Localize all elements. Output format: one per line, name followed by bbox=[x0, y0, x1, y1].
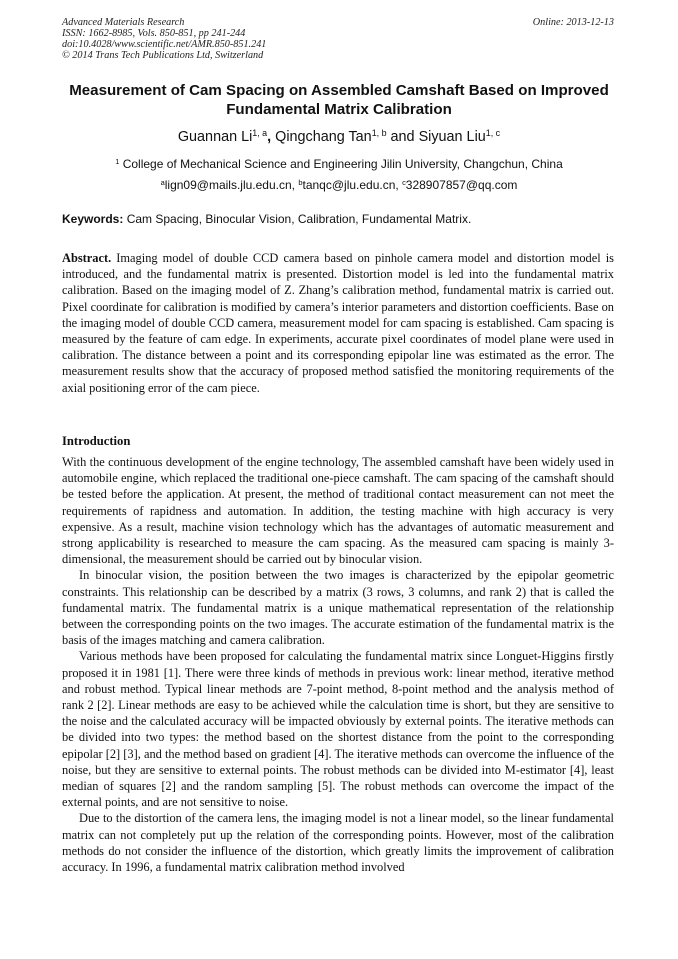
paragraph: Due to the distortion of the camera lens, the imaging model is not a linear model, so the linear fundamental matrix can not completely put up the relation of the corresponding points. However, most of the calibration methods do not consider the influence of the distortion, which greatly limits the improvement of calibration accuracy. In 1996, a fundamental matrix calibration method involved bbox=[62, 811, 614, 875]
affiliation-text: College of Mechanical Science and Engineering Jilin University, Changchun, China bbox=[119, 157, 563, 171]
author-affil-mark: 1, a bbox=[252, 128, 268, 139]
author-affil-mark: 1, c bbox=[485, 128, 501, 139]
email-address: tanqc@jlu.edu.cn, bbox=[302, 178, 403, 192]
author-name: Guannan Li bbox=[177, 129, 253, 145]
paragraph: Various methods have been proposed for calculating the fundamental matrix since Longuet-Higgins firstly proposed it in 1981 [1]. There were three kinds of methods in previous work: linear method, iterative method and robust method. Typical linear methods are 7-point method, 8-point method and the analysis method of rank 2 [2]. Linear methods are easy to be achieved while the calculation time is short, but they are sensitive to the noise and the calculated accuracy will be impacted obviously by external points. The iterative methods can be divided into two types: the method based on the shortest distance from the point to the corresponding epipolar [2] [3], and the method based on gradient [4]. The iterative methods can overcome the influence of the noise, but they are sensitive to external points. The robust methods can be divided into M-estimator [4], least median of squares [2] and the random sampling [5]. The robust methods can overcome the impact of the external points, and are not sensitive to noise. bbox=[62, 649, 614, 810]
online-date: Online: 2013-12-13 bbox=[532, 17, 614, 28]
email-mark: c bbox=[402, 177, 406, 187]
abstract-text: Imaging model of double CCD camera based on pinhole camera model and distortion model is introduced, and the fundamental matrix is presented. Distortion model is led into the fundamental matrix calibration. Based on the imaging model of Z. Zhang’s calibration method, fundamental matrix is carried out. Pixel coordinate for calibration is modified by camera’s interior parameters and distortion coefficients. Base on the imaging model of double CCD camera, measurement model for cam spacing is established. Cam spacing is measured by the feature of cam edge. In experiments, accurate pixel coordinates of model plane were used in calibration. The distance between a point and its corresponding epipolar line was estimated as the error. The measurement results show that the accuracy of proposed method satisfied the monitoring requirements of the axial positioning error of the cam piece. bbox=[62, 251, 614, 395]
email-list bbox=[62, 178, 616, 193]
issn-line: ISSN: 1662-8985, Vols. 850-851, pp 241-244 bbox=[62, 28, 246, 39]
author-separator: , bbox=[267, 129, 276, 145]
doi-line: doi:10.4028/www.scientific.net/AMR.850-851.241 bbox=[62, 39, 267, 50]
paper-title: Measurement of Cam Spacing on Assembled Camshaft Based on Improved Fundamental Matrix Calibration bbox=[69, 82, 609, 118]
author-affil-mark: 1, b bbox=[371, 128, 387, 139]
paragraph: With the continuous development of the engine technology, The assembled camshaft have been widely used in automobile engine, which replaced the traditional one-piece camshaft. The cam spacing of the camshaft should be tested before the application. At present, the method of traditional contact measurement can not meet the requirements of rapidness and automation. In addition, the testing machine with high accuracy is very expensive. As a result, machine vision technology which has the advantages of automatic measurement and strong applicability is researched to measure the cam spacing. As the measured cam spacing is mainly 3-dimensional, the measurement should be carried out by binocular vision. bbox=[62, 455, 614, 567]
section-heading: Introduction bbox=[62, 434, 131, 448]
email-mark: a bbox=[160, 177, 165, 187]
affiliation bbox=[62, 157, 616, 172]
journal-name: Advanced Materials Research bbox=[62, 17, 185, 28]
author-name: Siyuan Liu bbox=[418, 129, 486, 145]
author-name: Qingchang Tan bbox=[275, 129, 372, 145]
keywords-text: Cam Spacing, Binocular Vision, Calibration, Fundamental Matrix. bbox=[123, 212, 472, 226]
abstract-label: Abstract. bbox=[62, 251, 112, 265]
introduction-body bbox=[62, 454, 614, 875]
keywords bbox=[62, 212, 616, 227]
keywords-label: Keywords: bbox=[62, 212, 124, 226]
email-address: 328907857@qq.com bbox=[405, 178, 518, 192]
journal-header bbox=[62, 17, 614, 61]
author-separator: and bbox=[386, 129, 419, 145]
abstract bbox=[62, 250, 614, 396]
email-mark: b bbox=[298, 177, 303, 187]
author-list bbox=[62, 128, 616, 146]
copyright-line: © 2014 Trans Tech Publications Ltd, Switzerland bbox=[62, 50, 264, 61]
affiliation-mark: 1 bbox=[115, 156, 120, 166]
paragraph: In binocular vision, the position between the two images is characterized by the epipolar geometric constraints. This relationship can be described by a matrix (3 rows, 3 columns, and rank 2) that is called the fundamental matrix. The fundamental matrix is a unique mathematical representation of the relationship between the corresponding points on the two images. The accurate estimation of the fundamental matrix is the basis of the images matching and camera calibration. bbox=[62, 568, 614, 648]
email-address: lign09@mails.jlu.edu.cn, bbox=[164, 178, 299, 192]
